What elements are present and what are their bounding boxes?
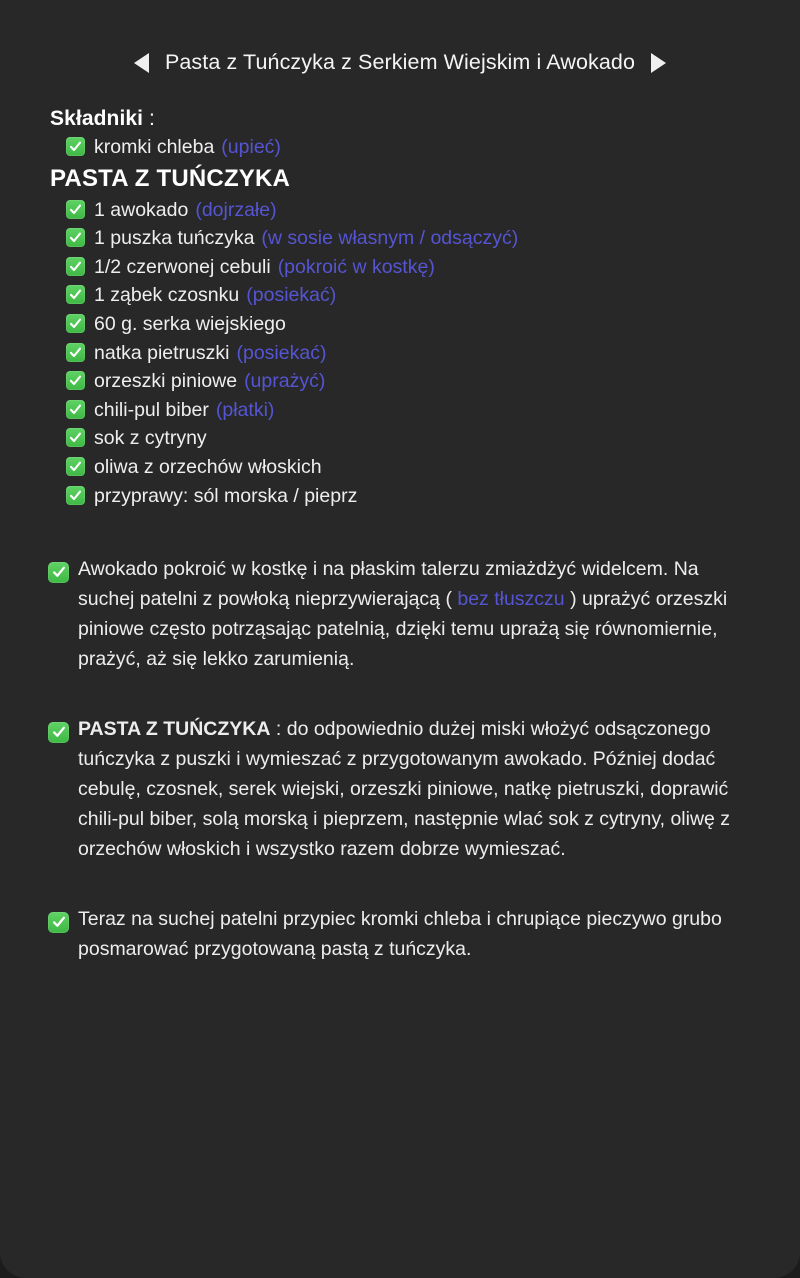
ingredient-list-pre	[48, 133, 752, 162]
instruction-step-2	[48, 714, 752, 864]
list-item[interactable]	[66, 224, 752, 253]
check-mark-button-icon	[48, 912, 69, 933]
ingredient-name: 1 puszka tuńczyka	[94, 227, 255, 250]
ingredient-note: (w sosie własnym / odsączyć)	[261, 227, 519, 250]
recipe-content	[0, 107, 800, 964]
check-mark-button-icon	[66, 200, 85, 219]
check-mark-button-icon	[66, 371, 85, 390]
ingredient-name: oliwa z orzechów włoskich	[94, 455, 322, 478]
list-item[interactable]	[66, 196, 752, 225]
check-mark-button-icon	[66, 285, 85, 304]
instruction-step-3	[48, 904, 752, 964]
step-3-body: Teraz na suchej patelni przypiec kromki chleba i chrupiące pieczywo grubo posmarować przygotowaną pastą z tuńczyka.	[78, 908, 722, 961]
triangle-left-icon[interactable]	[134, 53, 149, 73]
check-mark-button-icon	[66, 400, 85, 419]
step-1-text-b: ) uprażyć orzeszki piniowe często potrząsając patelnią, dzięki temu uprażą się równomiernie, prażyć, aż się lekko zarumienią.	[78, 588, 728, 671]
check-mark-button-icon	[66, 428, 85, 447]
ingredient-name: sok z cytryny	[94, 427, 207, 450]
ingredient-name: natka pietruszki	[94, 341, 230, 364]
check-mark-button-icon	[66, 486, 85, 505]
triangle-right-icon[interactable]	[651, 53, 666, 73]
list-item[interactable]	[66, 367, 752, 396]
ingredients-heading-colon: :	[149, 107, 155, 130]
ingredient-note: (uprażyć)	[244, 370, 326, 393]
ingredient-name: 1/2 czerwonej cebuli	[94, 255, 271, 278]
ingredient-name: kromki chleba	[94, 136, 215, 158]
check-mark-button-icon	[66, 228, 85, 247]
check-mark-button-icon	[48, 722, 69, 743]
recipe-pager	[0, 0, 800, 81]
ingredient-note: (płatki)	[215, 398, 275, 421]
list-item[interactable]	[66, 424, 752, 453]
list-item[interactable]	[66, 453, 752, 482]
instruction-step-1	[48, 554, 752, 674]
list-item[interactable]	[66, 396, 752, 425]
ingredient-note: (pokroić w kostkę)	[277, 255, 435, 278]
ingredient-note: (dojrzałe)	[195, 198, 277, 221]
step-2-title: PASTA Z TUŃCZYKA	[78, 718, 271, 741]
step-2-body: : do odpowiednio dużej miski włożyć odsączonego tuńczyka z puszki i wymieszać z przygotowanym awokado. Później dodać cebulę, czosnek, serek wiejski, orzeszki piniowe, natkę pietruszki, doprawić chili-pul biber, solą morską i pieprzem, następnie wlać sok z cytryny, oliwę z orzechów włoskich i wszystko razem dobrze wymieszać.	[78, 718, 731, 861]
list-item[interactable]	[66, 310, 752, 339]
page-title: Pasta z Tuńczyka z Serkiem Wiejskim i Awokado	[164, 50, 636, 74]
check-mark-button-icon	[66, 137, 85, 156]
ingredient-note: (posiekać)	[236, 341, 327, 364]
ingredient-name: 60 g. serka wiejskiego	[94, 312, 286, 335]
check-mark-button-icon	[66, 257, 85, 276]
ingredient-name: chili-pul biber	[94, 398, 209, 421]
step-1-text-a: Awokado pokroić w kostkę i na płaskim talerzu zmiażdżyć widelcem. Na suchej patelni z powłoką nieprzywierającą (	[78, 558, 699, 611]
check-mark-button-icon	[66, 314, 85, 333]
ingredient-list	[48, 196, 752, 511]
ingredients-heading-label: Składniki	[50, 107, 144, 130]
list-item[interactable]	[66, 253, 752, 282]
ingredient-name: 1 awokado	[94, 198, 189, 221]
ingredients-subheading: PASTA Z TUŃCZYKA	[50, 164, 291, 192]
ingredient-name: 1 ząbek czosnku	[94, 284, 240, 307]
ingredients-heading	[50, 107, 752, 131]
check-mark-button-icon	[66, 457, 85, 476]
check-mark-button-icon	[66, 343, 85, 362]
check-mark-button-icon	[48, 562, 69, 583]
step-1-highlight: bez tłuszczu	[457, 588, 565, 611]
list-item[interactable]	[66, 339, 752, 368]
ingredient-note: (upieć)	[221, 136, 281, 158]
ingredient-name: orzeszki piniowe	[94, 370, 238, 393]
list-item[interactable]	[66, 281, 752, 310]
ingredient-note: (posiekać)	[246, 284, 337, 307]
ingredient-name: przyprawy: sól morska / pieprz	[94, 484, 358, 507]
list-item[interactable]	[66, 482, 752, 511]
list-item[interactable]	[66, 133, 752, 162]
